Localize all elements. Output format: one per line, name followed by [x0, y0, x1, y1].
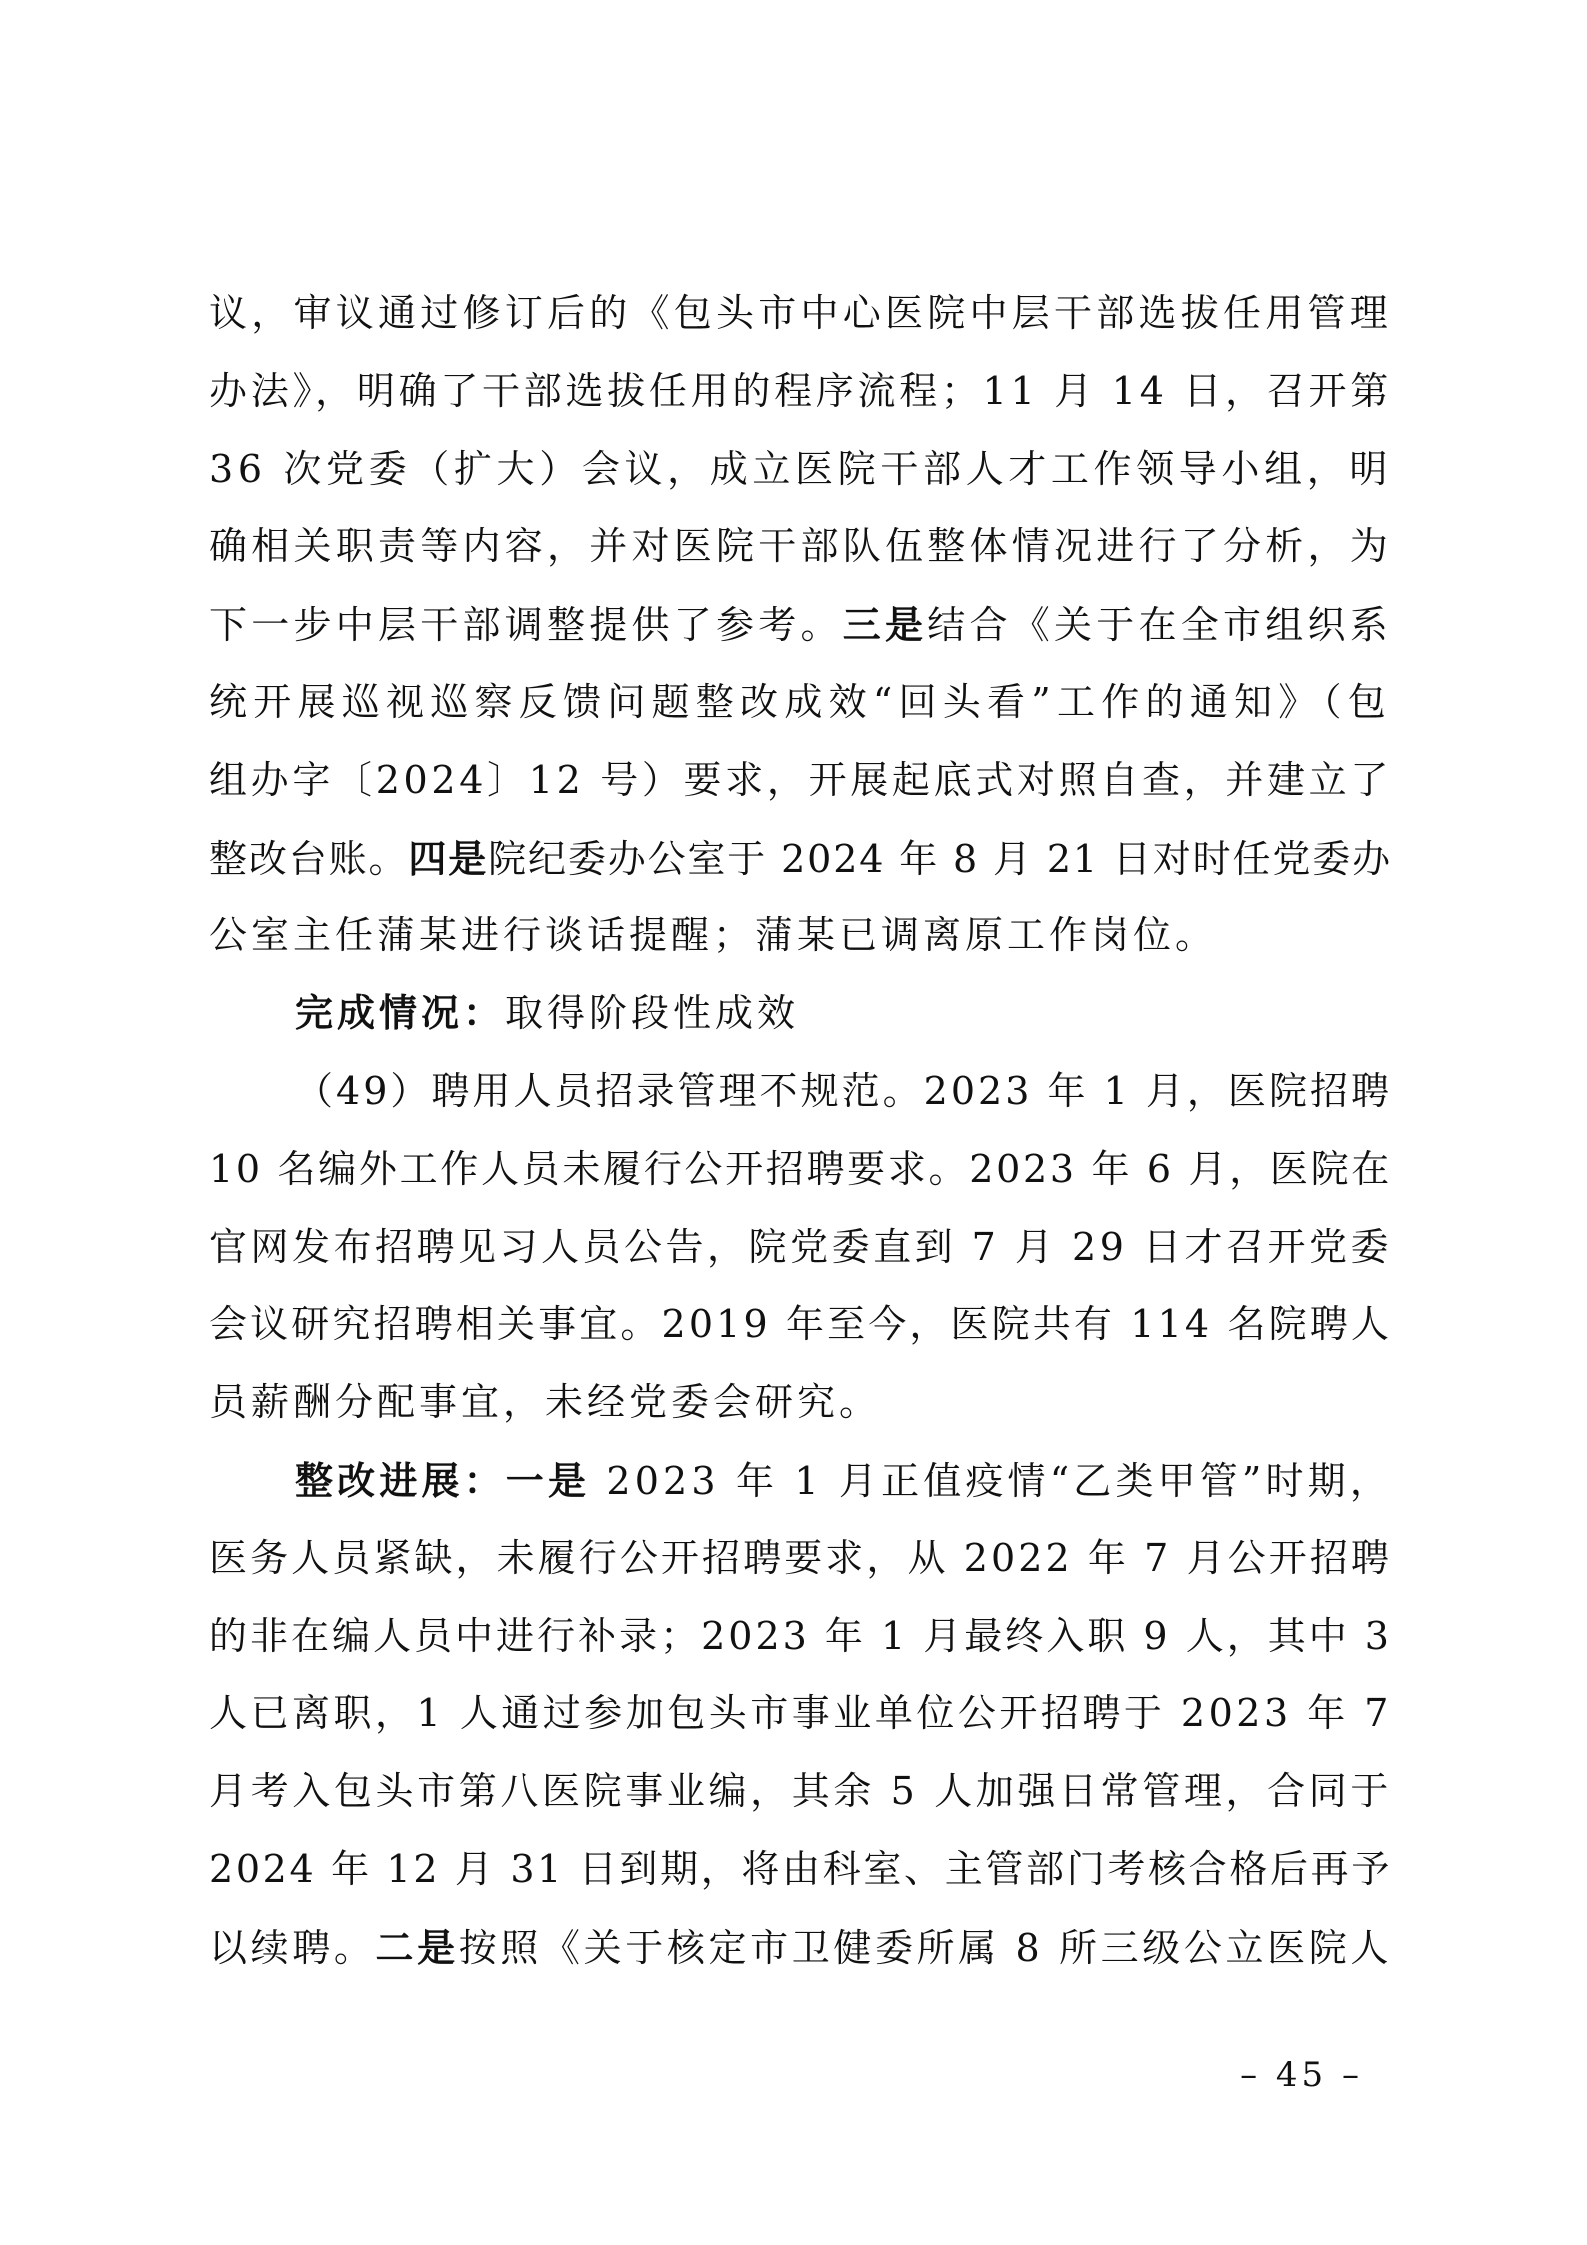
line-text: 月考入包头市第八医院事业编，其余 5 人加强日常管理，合同于 [209, 1769, 1392, 1814]
line-text: 结合《关于在全市组织系 [927, 603, 1392, 648]
status-text: 取得阶段性成效 [505, 991, 800, 1036]
line-text: 确相关职责等内容，并对医院干部队伍整体情况进行了分析，为 [209, 524, 1392, 569]
body-line [209, 1831, 1392, 1909]
line-content [209, 820, 1392, 899]
body-line [209, 664, 1392, 742]
line-content [209, 353, 1392, 431]
line-text: 10 名编外工作人员未履行公开招聘要求。2023 年 6 月，医院在 [209, 1146, 1392, 1191]
line-content [209, 1131, 1392, 1209]
body-line [209, 586, 1392, 664]
line-content [209, 586, 1392, 665]
body-line [209, 1598, 1392, 1676]
body-line [209, 1131, 1392, 1209]
line-content [295, 1053, 1392, 1131]
line-text: 的非在编人员中进行补录；2023 年 1 月最终入职 9 人，其中 3 [209, 1613, 1392, 1658]
body-line [209, 1675, 1392, 1753]
body-line [209, 742, 1392, 820]
line-text: 医务人员紧缺，未履行公开招聘要求，从 2022 年 7 月公开招聘 [209, 1535, 1392, 1580]
line-text: 官网发布招聘见习人员公告，院党委直到 7 月 29 日才召开党委 [209, 1224, 1392, 1269]
line-text: 员薪酬分配事宜，未经党委会研究。 [209, 1380, 882, 1425]
line-content [209, 1520, 1392, 1598]
page-number: – 45 – [1240, 2055, 1363, 2095]
line-text: 议，审议通过修订后的《包头市中心医院中层干部选拔任用管理 [209, 291, 1392, 335]
line-content [295, 1442, 1392, 1521]
line-text: 院纪委办公室于 2024 年 8 月 21 日对时任党委办 [488, 836, 1392, 881]
line-text: 36 次党委（扩大）会议，成立医院干部人才工作领导小组，明 [209, 446, 1392, 491]
progress-label: 整改进展： [295, 1458, 506, 1503]
emphasis-label: 一是 [505, 1457, 591, 1503]
line-content [209, 1675, 1392, 1753]
emphasis-label: 二是 [375, 1924, 459, 1970]
emphasis-label: 四是 [408, 835, 489, 881]
line-text: 2023 年 1 月正值疫情“乙类甲管”时期， [590, 1458, 1392, 1503]
line-text: 组办字〔2024〕12 号）要求，开展起底式对照自查，并建立了 [209, 757, 1392, 802]
line-content [209, 1831, 1392, 1909]
line-text: 整改台账。 [209, 836, 409, 881]
status-label: 完成情况： [295, 991, 506, 1036]
line-text: 会议研究招聘相关事宜。2019 年至今，医院共有 114 名院聘人 [209, 1302, 1392, 1347]
body-line [209, 897, 1392, 975]
line-content [209, 897, 1217, 975]
line-content [209, 1909, 1392, 1988]
line-text: 以续聘。 [209, 1925, 376, 1970]
line-content [209, 742, 1392, 820]
emphasis-label: 三是 [842, 602, 928, 648]
body-line [209, 353, 1392, 431]
body-line [209, 1909, 1392, 1987]
line-text: 下一步中层干部调整提供了参考。 [209, 603, 843, 648]
progress-line [209, 1442, 1392, 1520]
line-text: 2024 年 12 月 31 日到期，将由科室、主管部门考核合格后再予 [209, 1846, 1392, 1891]
line-content [209, 1364, 881, 1442]
line-content [209, 1209, 1392, 1287]
line-content [209, 1286, 1392, 1364]
body-line [209, 275, 1392, 353]
body-line [209, 508, 1392, 586]
body-line [209, 1209, 1392, 1287]
status-line [209, 975, 1392, 1053]
body-line [209, 1753, 1392, 1831]
line-text: 人已离职，1 人通过参加包头市事业单位公开招聘于 2023 年 7 [209, 1691, 1392, 1736]
line-text: 公室主任蒲某进行谈话提醒；蒲某已调离原工作岗位。 [209, 913, 1218, 958]
line-content [209, 431, 1392, 509]
body-text [209, 275, 1392, 1987]
line-content [209, 664, 1392, 742]
line-content [209, 508, 1392, 586]
body-line [209, 431, 1392, 509]
body-line [209, 820, 1392, 898]
body-line [209, 1286, 1392, 1364]
line-content [295, 975, 799, 1053]
line-content [209, 275, 1392, 353]
body-line [209, 1364, 1392, 1442]
line-text: （49）聘用人员招录管理不规范。2023 年 1 月，医院招聘 [295, 1068, 1392, 1113]
body-line [209, 1520, 1392, 1598]
line-text: 按照《关于核定市卫健委所属 8 所三级公立医院人 [458, 1925, 1392, 1970]
line-content [209, 1753, 1392, 1831]
line-text: 统开展巡视巡察反馈问题整改成效“回头看”工作的通知》（包 [209, 679, 1392, 724]
line-text: 办法》，明确了干部选拔任用的程序流程；11 月 14 日，召开第 [209, 368, 1392, 413]
line-content [209, 1598, 1392, 1676]
issue-heading-line [209, 1053, 1392, 1131]
